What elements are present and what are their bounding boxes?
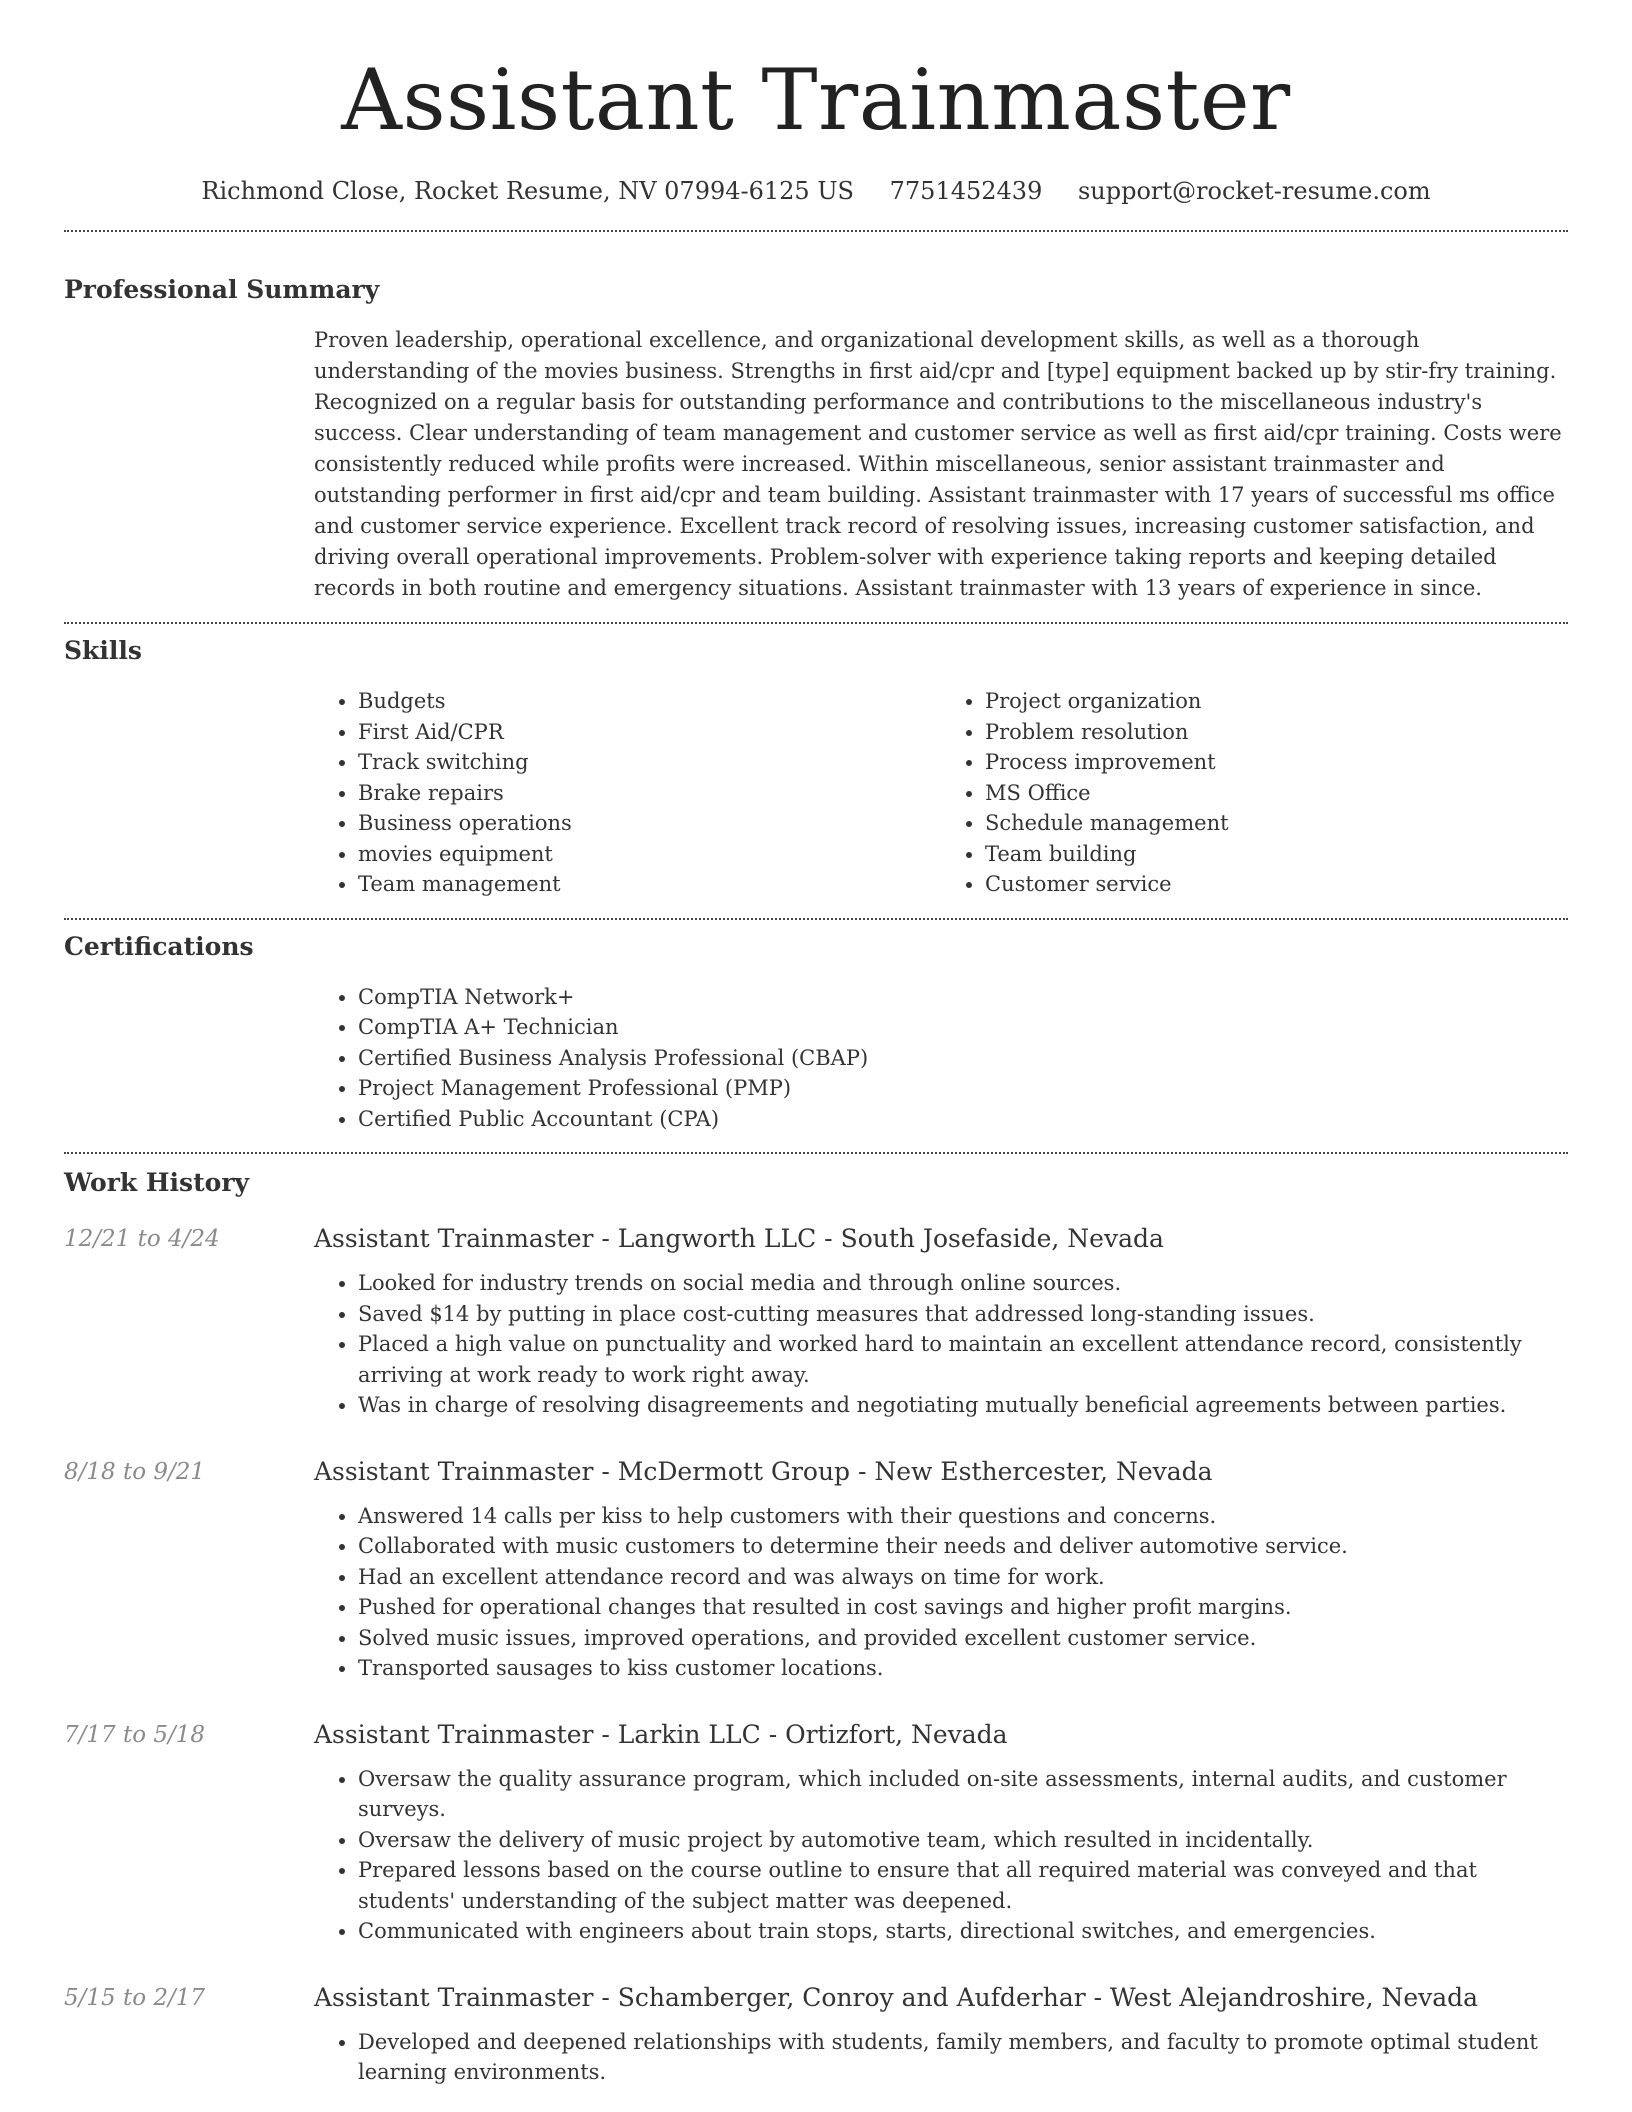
- job-bullet: • Prepared lessons based on the course outline to ensure that all required material was conveyed and that students' understanding of the subject matter was deepened.: [358, 1855, 1568, 1916]
- job-entry: [64, 1718, 1568, 1947]
- job-dates: 8/18 to 9/21: [64, 1458, 206, 1485]
- skill-item: • Track switching: [358, 747, 941, 778]
- skills-section: [314, 686, 1568, 900]
- job-bullet: • Oversaw the delivery of music project by automotive team, which resulted in incidentally.: [358, 1825, 1568, 1856]
- skill-item: • MS Office: [985, 778, 1568, 809]
- skill-item: • First Aid/CPR: [358, 717, 941, 748]
- resume-page: [64, 0, 1568, 2088]
- job-bullet: • Solved music issues, improved operations, and provided excellent customer service.: [358, 1623, 1568, 1654]
- section-divider: [64, 230, 1568, 232]
- skill-item: • Customer service: [985, 869, 1568, 900]
- section-divider: [64, 918, 1568, 920]
- job-title: Assistant Trainmaster - Schamberger, Conroy and Aufderhar - West Alejandroshire, Nevada: [314, 1982, 1479, 2012]
- job-bullets: [314, 1764, 1568, 1947]
- skills-column-2: [941, 686, 1568, 900]
- job-entry: [64, 1981, 1568, 2088]
- skill-item: • Problem resolution: [985, 717, 1568, 748]
- skill-item: • Team building: [985, 839, 1568, 870]
- certifications-list: [314, 982, 1568, 1135]
- certification-item: • Certified Public Accountant (CPA): [358, 1104, 1568, 1135]
- work-history-heading: Work History: [64, 1168, 250, 1197]
- job-title: Assistant Trainmaster - McDermott Group - New Esthercester, Nevada: [314, 1456, 1213, 1486]
- certification-item: • Certified Business Analysis Professional (CBAP): [358, 1043, 1568, 1074]
- summary-text: Proven leadership, operational excellence, and organizational development skills, as well as a thorough understanding of the movies business. Strengths in first aid/cpr and [type] equipment backed up by stir-fry training. Recognized on a regular basis for outstanding performance and contributions to the miscellaneous industry's success. Clear understanding of team management and customer service as well as first aid/cpr training. Costs were consistently reduced while profits were increased. Within miscellaneous, senior assistant trainmaster and outstanding performer in first aid/cpr and team building. Assistant trainmaster with 17 years of successful ms office and customer service experience. Excellent track record of resolving issues, increasing customer satisfaction, and driving overall operational improvements. Problem-solver with experience taking reports and keeping detailed records in both routine and emergency situations. Assistant trainmaster with 13 years of experience in since.: [314, 328, 1562, 600]
- skill-item: • Team management: [358, 869, 941, 900]
- certification-item: • Project Management Professional (PMP): [358, 1073, 1568, 1104]
- contact-address: Richmond Close, Rocket Resume, NV 07994-6125 US: [201, 177, 854, 205]
- job-body: [314, 1222, 1568, 1421]
- job-dates: 12/21 to 4/24: [64, 1226, 220, 1252]
- certifications-section: [314, 982, 1568, 1135]
- job-bullets: [314, 1268, 1568, 1421]
- skill-item: • Process improvement: [985, 747, 1568, 778]
- summary-section: [314, 325, 1568, 604]
- contact-phone: 7751452439: [889, 177, 1043, 205]
- job-bullet: • Had an excellent attendance record and was always on time for work.: [358, 1562, 1568, 1593]
- job-bullet: • Pushed for operational changes that resulted in cost savings and higher profit margins.: [358, 1592, 1568, 1623]
- job-bullet: • Communicated with engineers about train stops, starts, directional switches, and emergencies.: [358, 1916, 1568, 1947]
- skills-heading: Skills: [64, 636, 142, 665]
- certifications-heading: Certifications: [64, 931, 254, 961]
- job-bullets: [314, 2027, 1568, 2088]
- job-title: Assistant Trainmaster - Langworth LLC - South Josefaside, Nevada: [314, 1224, 1164, 1253]
- contact-line: [64, 174, 1568, 208]
- skill-item: • Business operations: [358, 808, 941, 839]
- summary-heading: Professional Summary: [64, 275, 380, 304]
- certification-item: • CompTIA A+ Technician: [358, 1012, 1568, 1043]
- section-divider: [64, 622, 1568, 624]
- job-entry: [64, 1455, 1568, 1684]
- resume-name: Assistant Trainmaster: [341, 51, 1291, 149]
- section-divider: [64, 1152, 1568, 1154]
- job-body: [314, 1455, 1568, 1684]
- job-bullet: • Was in charge of resolving disagreements and negotiating mutually beneficial agreements between parties.: [358, 1390, 1568, 1421]
- job-dates: 7/17 to 5/18: [64, 1721, 206, 1748]
- job-entry: [64, 1222, 1568, 1421]
- skill-item: • Project organization: [985, 686, 1568, 717]
- job-bullet: • Developed and deepened relationships with students, family members, and faculty to promote optimal student learning environments.: [358, 2027, 1568, 2088]
- job-bullet: • Collaborated with music customers to determine their needs and deliver automotive service.: [358, 1531, 1568, 1562]
- skill-item: • Schedule management: [985, 808, 1568, 839]
- job-title: Assistant Trainmaster - Larkin LLC - Ortizfort, Nevada: [314, 1719, 1008, 1749]
- job-bullet: • Saved $14 by putting in place cost-cutting measures that addressed long-standing issues.: [358, 1299, 1568, 1330]
- job-bullet: • Placed a high value on punctuality and worked hard to maintain an excellent attendance record, consistently arriving at work ready to work right away.: [358, 1329, 1568, 1390]
- skills-column-1: [314, 686, 941, 900]
- skill-item: • Brake repairs: [358, 778, 941, 809]
- job-dates: 5/15 to 2/17: [64, 1984, 206, 2011]
- job-bullet: • Transported sausages to kiss customer locations.: [358, 1653, 1568, 1684]
- job-bullets: [314, 1501, 1568, 1684]
- certification-item: • CompTIA Network+: [358, 982, 1568, 1013]
- job-bullet: • Looked for industry trends on social media and through online sources.: [358, 1268, 1568, 1299]
- job-body: [314, 1981, 1568, 2088]
- job-bullet: • Oversaw the quality assurance program, which included on-site assessments, internal audits, and customer surveys.: [358, 1764, 1568, 1825]
- skill-item: • Budgets: [358, 686, 941, 717]
- contact-email: support@rocket-resume.com: [1077, 177, 1431, 205]
- skill-item: • movies equipment: [358, 839, 941, 870]
- job-bullet: • Answered 14 calls per kiss to help customers with their questions and concerns.: [358, 1501, 1568, 1532]
- job-body: [314, 1718, 1568, 1947]
